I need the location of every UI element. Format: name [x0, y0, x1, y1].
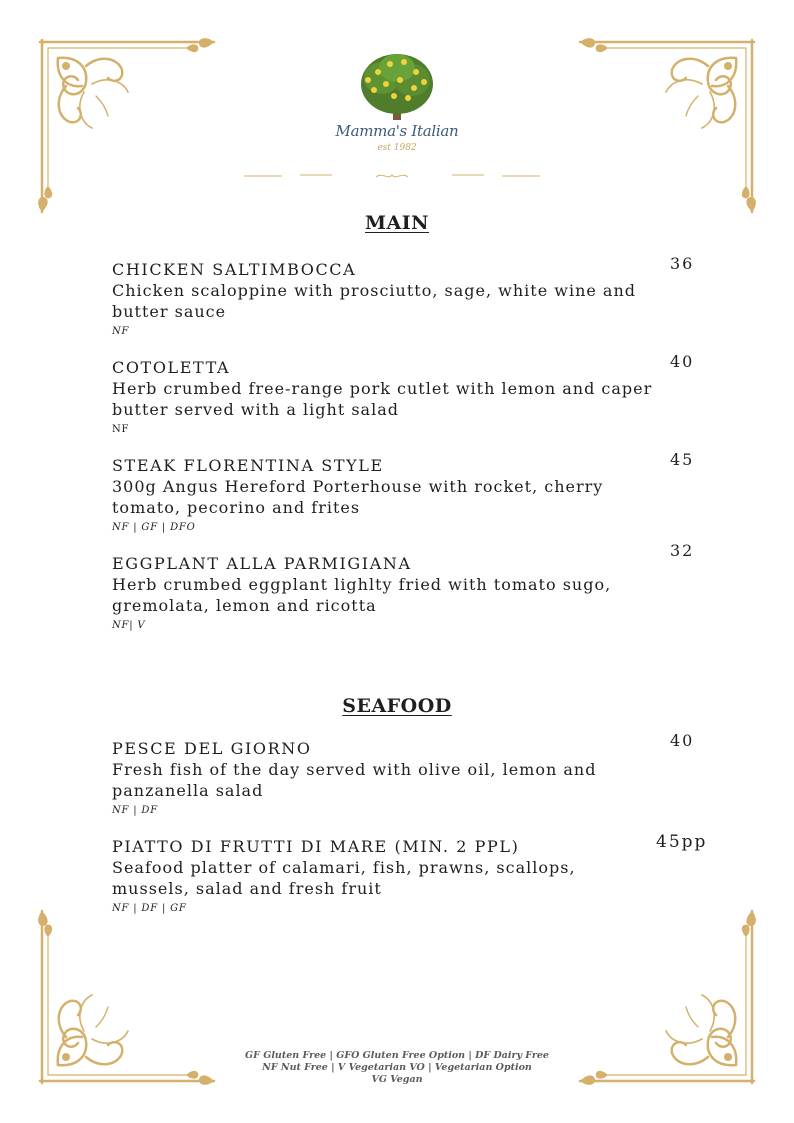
section-title-seafood: SEAFOOD	[342, 695, 452, 717]
item-tags: NF | DF	[112, 805, 158, 816]
item-description: 300g Angus Hereford Porterhouse with rocket, cherry tomato, pecorino and frites	[112, 477, 604, 517]
item-description: Chicken scaloppine with prosciutto, sage, white wine and butter sauce	[112, 281, 637, 321]
item-name: COTOLETTA	[112, 358, 231, 377]
ornament-icon	[36, 897, 226, 1087]
item-price: 40	[670, 352, 695, 371]
legend-line: NF Nut Free | V Vegetarian VO | Vegetarian Option	[262, 1062, 532, 1073]
corner-ornament-top-left	[36, 36, 226, 226]
item-price: 36	[670, 254, 695, 273]
menu-item	[112, 357, 672, 438]
menu-item	[112, 738, 672, 819]
ornament-icon	[568, 36, 758, 226]
corner-ornament-bottom-left	[36, 897, 226, 1087]
menu-item	[112, 455, 672, 536]
item-price: 32	[670, 541, 695, 560]
brand-name: Mamma's Italian	[335, 122, 459, 140]
item-description: Herb crumbed free-range pork cutlet with lemon and caper butter served with a light salad	[112, 379, 653, 419]
item-name: PIATTO DI FRUTTI DI MARE (MIN. 2 PPL)	[112, 837, 520, 856]
item-price: 45pp	[656, 832, 708, 852]
corner-ornament-bottom-right	[568, 897, 758, 1087]
corner-ornament-top-right	[568, 36, 758, 226]
item-name: PESCE DEL GIORNO	[112, 739, 312, 758]
item-price: 45	[670, 450, 695, 469]
legend-line: VG Vegan	[371, 1074, 423, 1085]
legend-line: GF Gluten Free | GFO Gluten Free Option | DF Dairy Free	[245, 1050, 549, 1061]
item-description: Herb crumbed eggplant lighlty fried with tomato sugo, gremolata, lemon and ricotta	[112, 575, 612, 615]
item-tags: NF	[112, 326, 130, 337]
item-description: Fresh fish of the day served with olive oil, lemon and panzanella salad	[112, 760, 597, 800]
item-name: STEAK FLORENTINA STYLE	[112, 456, 384, 475]
item-tags: NF	[112, 424, 130, 435]
item-description: Seafood platter of calamari, fish, prawns, scallops, mussels, salad and fresh fruit	[112, 858, 576, 898]
item-name: CHICKEN SALTIMBOCCA	[112, 260, 357, 279]
ornament-icon	[36, 36, 226, 226]
menu-item	[112, 836, 652, 917]
menu-item	[112, 259, 672, 340]
ornament-icon	[568, 897, 758, 1087]
item-tags: NF | GF | DFO	[112, 522, 196, 533]
item-name: EGGPLANT ALLA PARMIGIANA	[112, 554, 412, 573]
divider-ornament	[244, 168, 540, 182]
item-price: 40	[670, 731, 695, 750]
item-tags: NF| V	[112, 620, 146, 631]
item-tags: NF | DF | GF	[112, 903, 187, 914]
menu-item	[112, 553, 672, 634]
established-year: est 1982	[377, 143, 417, 153]
dietary-legend	[200, 1050, 594, 1086]
section-title-main: MAIN	[364, 212, 430, 234]
